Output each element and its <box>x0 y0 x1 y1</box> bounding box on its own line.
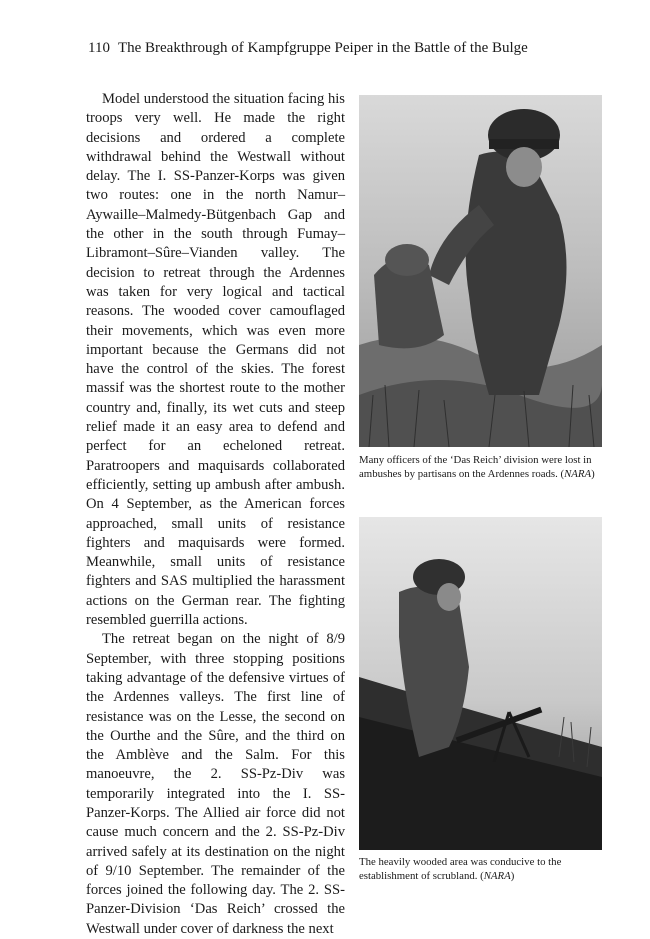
photo-credit: NARA <box>483 870 511 882</box>
photo-soldiers-in-grass <box>359 95 602 447</box>
caption-text: Many officers of the ‘Das Reich’ division were lost in ambushes by partisans on the Ardennes roads. ( <box>359 454 592 480</box>
page-number: 110 <box>88 40 110 56</box>
photo-credit: NARA <box>564 468 592 480</box>
caption-close: ) <box>510 870 515 882</box>
figure-caption <box>359 453 609 481</box>
running-header <box>88 38 588 58</box>
caption-text: The heavily wooded area was conducive to the establishment of scrubland. ( <box>359 856 562 882</box>
main-text-column <box>86 90 345 939</box>
paragraph: Model understood the situation facing his troops very well. He made the right decisions and ordered a complete withdrawal behind the Westwall without delay. The I. SS-Panzer-Korps was given two routes: one in the north Namur–Aywaille–Malmedy-Bütgenbach Gap and the other in the south through Fumay–Libramont–Sûre–Vianden valley. The decision to retreat through the Ardennes was taken for very logical and tactical reasons. The wooded cover camouflaged their movements, which was even more important because the Germans did not have the control of the skies. The forest massif was the shortest route to the mother country and, finally, its wet cuts and steep relief made it an easy area to defend and perfect for an echeloned retreat. Paratroopers and maquisards collaborated efficiently, setting up ambush after ambush. On 4 September, as the American forces approached, small units of resistance fighters and maquisards were formed. Meanwhile, small units of resistance fighters and SAS multiplied the harassment actions on the German rear. The fighting resembled guerrilla actions. <box>86 91 345 629</box>
caption-close: ) <box>591 468 595 480</box>
photo-soldier-machine-gun <box>359 517 602 850</box>
running-title: The Breakthrough of Kampfgruppe Peiper in the Battle of the Bulge <box>117 40 528 56</box>
figure-caption <box>359 855 609 883</box>
paragraph: The retreat began on the night of 8/9 September, with three stopping positions taking advantage of the defensive virtues of the Ardennes valleys. The first line of resistance was on the Lesse, the second on the Ourthe and the Sûre, and the third on the Amblève and the Salm. For this manoeuvre, the 2. SS-Pz-Div was temporarily integrated into the I. SS-Panzer-Korps. The Allied air force did not cause much concern and the 2. SS-Pz-Div arrived safely at its destination on the night of 9/10 September. The remainder of the forces joined the following day. The 2. SS-Panzer-Division ‘Das Reich’ crossed the Westwall under cover of darkness the next <box>86 631 345 937</box>
